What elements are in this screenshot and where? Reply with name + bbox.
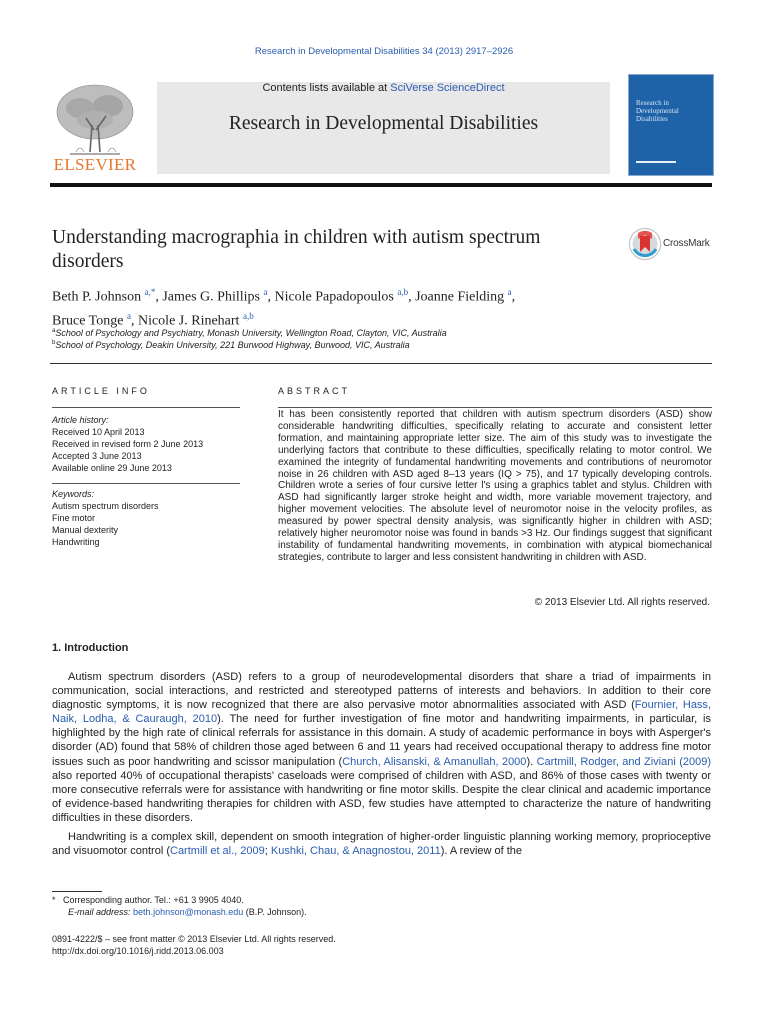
author-affiliation-mark[interactable]: a: [126, 310, 131, 321]
history-label: Article history:: [52, 415, 109, 425]
author-affiliation-mark[interactable]: a: [263, 287, 268, 297]
author-name: Nicole J. Rinehart: [137, 313, 240, 329]
citation-link[interactable]: Cartmill et al., 2009: [170, 845, 265, 858]
author-list: [52, 283, 652, 330]
journal-name: Research in Developmental Disabilities: [228, 113, 539, 134]
abstract-rule: [278, 407, 712, 408]
corresponding-author-note: [52, 895, 244, 905]
author-separator: ,: [408, 289, 416, 305]
footnote-rule: [52, 891, 102, 892]
author-affiliation-mark[interactable]: a,b: [397, 287, 409, 297]
paragraph-text: also reported 40% of occupational therapists' caseloads were comprised of children with ASD, and 86% of those cases with twenty or more consecutive referrals were for assistance with handwriting or fine motor skills. Despite the clear clinical and academic importance of evidence-based handwriting therapies for children with ASD, few studies have attempted to characterize the nature of handwriting difficulties in these disorders.: [52, 769, 711, 824]
introduction-heading: 1. Introduction: [52, 642, 129, 654]
keyword-item: Manual dexterity: [52, 525, 119, 535]
contents-line: [157, 82, 610, 94]
citation-link[interactable]: Cartmill, Rodger, and Ziviani (2009): [536, 755, 712, 768]
contents-prefix: Contents lists available at: [262, 82, 391, 94]
paragraph-text: ). A review of the: [440, 845, 523, 858]
author-separator: ,: [130, 313, 138, 329]
keyword-item: Fine motor: [52, 513, 96, 523]
affiliation-text: School of Psychology and Psychiatry, Monash University, Wellington Road, Clayton, VIC, Australia: [55, 328, 447, 338]
author-name: Joanne Fielding: [415, 289, 505, 305]
paragraph-text: ). The need for further investigation of fine motor and handwriting impairments, in particular, is highlighted by the high rate of clinical referrals for assistance in this domain. A study of academic performance in boys with Asperger's disorder (AD) found that 58% of children those aged between 6 and 11 years had received occupational therapy to address fine motor issues such as poor handwriting and scissor manipulation (: [52, 713, 711, 768]
history-item: Accepted 3 June 2013: [52, 451, 142, 461]
doi-link[interactable]: http://dx.doi.org/10.1016/j.ridd.2013.06.003: [52, 946, 224, 956]
keywords-list: [52, 488, 242, 548]
email-suffix: (B.P. Johnson).: [243, 907, 307, 917]
introduction-paragraph-1: [52, 670, 711, 825]
citation-link[interactable]: Church, Alisanski, & Amanullah, 2000: [342, 755, 527, 768]
footnote-text: Corresponding author. Tel.: +61 3 9905 4040.: [63, 895, 244, 905]
issn-line: 0891-4222/$ – see front matter © 2013 Elsevier Ltd. All rights reserved.: [52, 934, 336, 944]
abstract-text: It has been consistently reported that children with autism spectrum disorders (ASD) show considerable handwriting difficulties, specifically relating to accurate and consistent letter formation, and maintaining appropriate letter size. The aim of this study was to investigate the underlying factors that contribute to these difficulties, specifically relating to motor control. We examined the integrity of fundamental handwriting movements and contributions of neuromotor noise in 26 children with ASD aged 8–13 years (IQ > 75), and 17 typically developing controls. Children wrote a series of four cursive letter l's using a graphics tablet and stylus. Children with ASD had significantly larger stroke height and width, more variable movement trajectory, and higher movement velocities. The absolute level of neuromotor noise in the velocity profiles, as measured by power spectral density analysis, was significantly higher in children with ASD; relatively higher neuromotor noise was found in bands >3 Hz. Our findings suggest that significant instability of fundamental handwriting movements, in combination with atypical biomechanical strategies, contribute to larger and less consistent handwriting in children with ASD.: [278, 409, 712, 563]
author-name: Beth P. Johnson: [52, 289, 142, 305]
author-affiliation-mark[interactable]: a,*: [144, 287, 156, 297]
cover-title: Research in Developmental Disabilities: [636, 99, 679, 123]
paragraph-text: ).: [526, 755, 537, 768]
paragraph-text: Handwriting is a complex skill, dependent on smooth integration of higher-order linguistic planning working memory, proprioceptive and visuomotor control (: [52, 831, 711, 858]
author-separator: ,: [267, 289, 275, 305]
article-title: Understanding macrographia in children with autism spectrum disorders: [52, 227, 541, 272]
author-name: Nicole Papadopoulos: [274, 289, 394, 305]
history-item: Received 10 April 2013: [52, 427, 145, 437]
introduction-paragraph-2: [52, 830, 711, 858]
email-link[interactable]: beth.johnson@monash.edu: [133, 907, 244, 917]
abstract-copyright: © 2013 Elsevier Ltd. All rights reserved.: [534, 597, 710, 608]
crossmark-label[interactable]: CrossMark: [663, 238, 710, 249]
paragraph-text: ;: [264, 845, 271, 858]
affiliation-mark: b: [52, 340, 56, 346]
journal-reference[interactable]: Research in Developmental Disabilities 34 (2013) 2917–2926: [254, 46, 514, 57]
section-rule: [50, 363, 712, 364]
author-name: Bruce Tonge: [52, 313, 124, 329]
footnote-mark: *: [52, 895, 56, 905]
cover-bar: [636, 161, 676, 163]
citation-link[interactable]: Fournier, Hass, Naik, Lodha, & Cauraugh, 2010: [52, 699, 711, 726]
history-item: Available online 29 June 2013: [52, 463, 172, 473]
history-item: Received in revised form 2 June 2013: [52, 439, 204, 449]
article-info-rule: [52, 407, 240, 408]
affiliation-text: School of Psychology, Deakin University, 221 Burwood Highway, Burwood, VIC, Australia: [55, 340, 410, 350]
author-separator: ,: [511, 289, 516, 305]
article-history: [52, 414, 242, 474]
sciencedirect-link[interactable]: SciVerse ScienceDirect: [390, 82, 505, 94]
paragraph-text: Autism spectrum disorders (ASD) refers to a group of neurodevelopmental disorders that share a triad of impairments in communication, social interactions, and restricted and stereotyped patterns of interests and behaviors. In addition to their core diagnostic symptoms, it is now recognized that there are also pervasive motor abnormalities associated with ASD (: [52, 671, 711, 712]
keyword-item: Handwriting: [52, 537, 100, 547]
affiliation-a: [52, 328, 447, 338]
citation-link[interactable]: Kushki, Chau, & Anagnostou, 2011: [270, 845, 441, 858]
crossmark-icon[interactable]: [628, 227, 662, 261]
article-info-heading: ARTICLE INFO: [52, 386, 150, 396]
keywords-label: Keywords:: [52, 489, 95, 499]
email-label: E-mail address:: [68, 907, 131, 917]
affiliation-mark: a: [52, 328, 56, 334]
author-affiliation-mark[interactable]: a,b: [242, 310, 254, 321]
journal-cover-thumbnail[interactable]: [628, 74, 714, 176]
keywords-rule: [52, 483, 240, 484]
email-note: [68, 907, 307, 917]
header-rule: [50, 183, 712, 187]
affiliation-b: [52, 340, 410, 350]
keyword-item: Autism spectrum disorders: [52, 501, 159, 511]
author-name: James G. Phillips: [162, 289, 260, 305]
abstract-heading: ABSTRACT: [278, 386, 351, 396]
author-separator: ,: [155, 289, 163, 305]
author-affiliation-mark[interactable]: a: [507, 287, 512, 297]
elsevier-wordmark: ELSEVIER: [53, 155, 137, 174]
